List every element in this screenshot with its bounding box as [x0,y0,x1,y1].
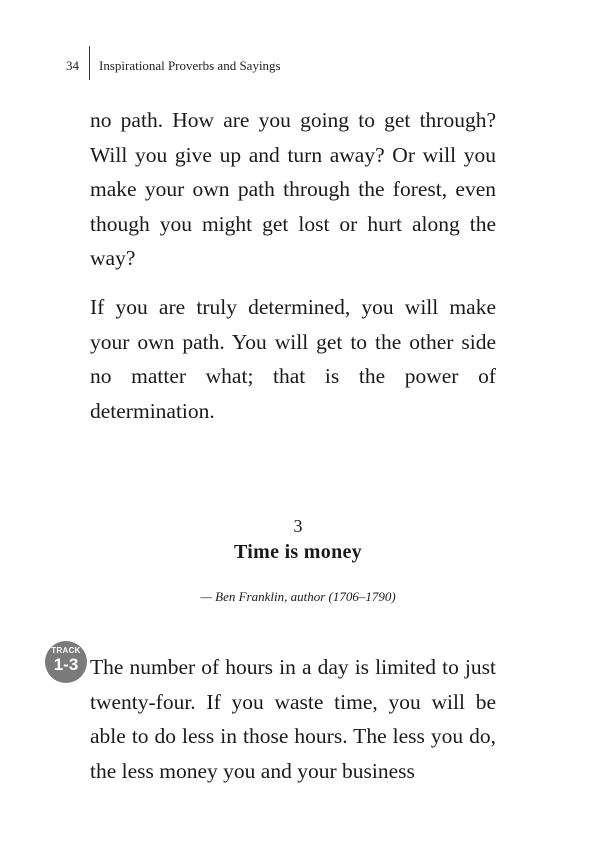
body-paragraph: If you are truly determined, you will make your own path. You will get to the other side no matter what; that is the power of determination. [90,295,496,423]
track-label: TRACK [51,646,81,655]
section-number: 3 [293,516,303,536]
section-title: Time is money [234,541,362,563]
body-paragraph: The number of hours in a day is limited to just twenty-four. If you waste time, you will be able to do less in those hours. The less you do, the less money you and your business [90,655,496,783]
running-title: Inspirational Proverbs and Sayings [99,58,281,73]
page-number: 34 [66,58,79,73]
body-paragraph-continued: no path. How are you going to get through? Will you give up and turn away? Or will you make your own path through the forest, even though you might get lost or hurt along the way? [90,108,496,270]
track-number: 1-3 [53,655,79,674]
quote-attribution: — Ben Franklin, author (1706–1790) [200,589,396,604]
audio-track-badge-icon [45,641,87,683]
page-header [66,46,281,80]
